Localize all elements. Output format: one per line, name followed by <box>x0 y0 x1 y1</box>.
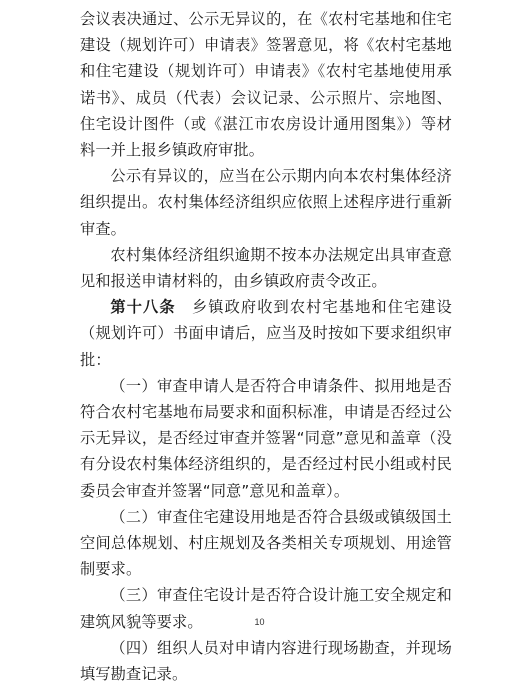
paragraph-article-18 <box>80 294 452 373</box>
document-body <box>80 6 452 687</box>
article-label: 第十八条 <box>110 298 176 317</box>
paragraph-text: （四）组织人员对申请内容进行现场勘查，并现场填写勘查记录。 <box>80 638 452 684</box>
paragraph-text: （三）审查住宅设计是否符合设计施工安全规定和建筑风貌等要求。 <box>80 586 452 631</box>
paragraph-item-2 <box>80 504 452 583</box>
paragraph-overdue <box>80 242 452 294</box>
paragraph-text: 农村集体经济组织逾期不按本办法规定出具审查意见和报送申请材料的，由乡镇政府责令改正。 <box>80 245 452 291</box>
paragraph-text: 乡镇政府收到农村宅基地和住宅建设（规划许可）书面申请后，应当及时按如下要求组织审批： <box>80 298 452 369</box>
paragraph-text: （一）审查申请人是否符合申请条件、拟用地是否符合农村宅基地布局要求和面积标准，申请是否经过公示无异议，是否经过审查并签署“同意”意见和盖章（没有分设农村集体经济组织的，是否经过村民小组或村民委员会审查并签署“同意”意见和盖章）。 <box>80 376 452 500</box>
paragraph-text: 会议表决通过、公示无异议的，在《农村宅基地和住宅建设（规划许可）申请表》签署意见，将《农村宅基地和住宅建设（规划许可）申请表》《农村宅基地使用承诺书》、成员（代表）会议记录、公示照片、宗地图、住宅设计图件（或《湛江市农房设计通用图集》）等材料一并上报乡镇政府审批。 <box>80 10 452 160</box>
paragraph-approval-materials <box>80 6 452 163</box>
paragraph-text: 公示有异议的，应当在公示期内向本农村集体经济组织提出。农村集体经济组织应依照上述程序进行重新审查。 <box>80 167 452 238</box>
paragraph-item-4 <box>80 635 452 687</box>
paragraph-item-3 <box>80 582 452 634</box>
page-number: 10 <box>254 617 265 627</box>
paragraph-item-1 <box>80 373 452 504</box>
paragraph-text: （二）审查住宅建设用地是否符合县级或镇级国土空间总体规划、村庄规划及各类相关专项规划、用途管制要求。 <box>80 507 452 579</box>
paragraph-objection <box>80 163 452 242</box>
